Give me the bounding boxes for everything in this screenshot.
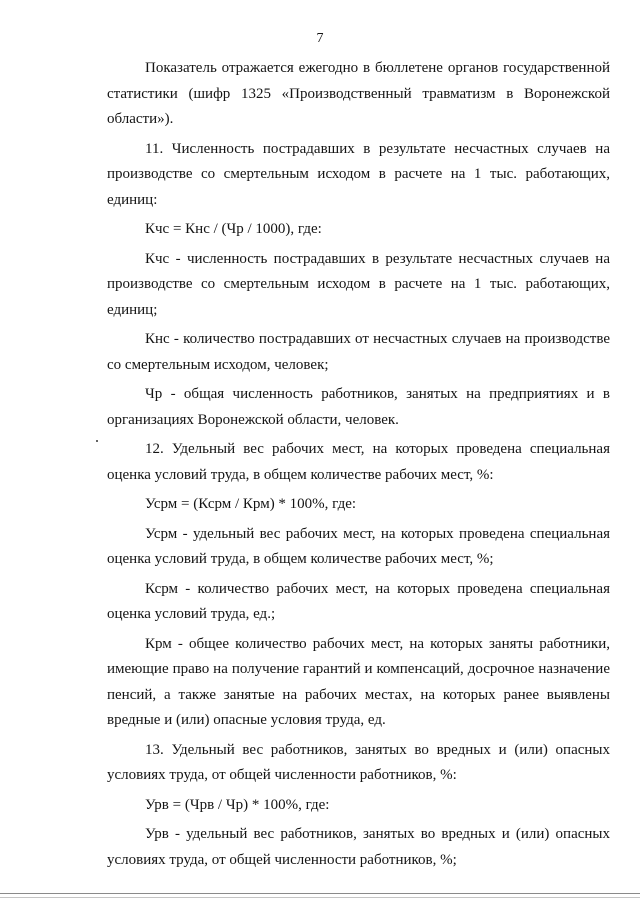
formula-line: Усрм = (Ксрм / Крм) * 100%, где: bbox=[145, 496, 357, 512]
paragraph: Кчс - численность пострадавших в результате несчастных случаев на производстве со смертельным исходом в расчете на 1 тыс. работающих, единиц; bbox=[107, 250, 610, 318]
paragraph: Чр - общая численность работников, занятых на предприятиях и в организациях Воронежской области, человек. bbox=[107, 386, 610, 428]
paragraph: 13. Удельный вес работников, занятых во вредных и (или) опасных условиях труда, от общей численности работников, %: bbox=[107, 741, 610, 783]
page-edge-line bbox=[0, 893, 640, 894]
page-edge-line bbox=[0, 897, 640, 898]
paragraph: Крм - общее количество рабочих мест, на которых заняты работники, имеющие право на получение гарантий и компенсаций, досрочное назначение пенсий, а также занятые на рабочих местах, на которых ранее выявлены вредные и (или) опасные условия труда, ед. bbox=[107, 635, 610, 728]
formula-line: Кчс = Кнс / (Чр / 1000), где: bbox=[145, 221, 322, 237]
paragraph: 11. Численность пострадавших в результате несчастных случаев на производстве со смертельным исходом в расчете на 1 тыс. работающих, единиц: bbox=[107, 140, 610, 208]
paragraph: Урв - удельный вес работников, занятых во вредных и (или) опасных условиях труда, от общей численности работников, %; bbox=[107, 826, 610, 868]
scan-speck bbox=[96, 440, 98, 442]
page-number: 7 bbox=[316, 31, 324, 46]
paragraph: Усрм - удельный вес рабочих мест, на которых проведена специальная оценка условий труда, в общем количестве рабочих мест, %; bbox=[107, 525, 610, 567]
paragraph: Ксрм - количество рабочих мест, на которых проведена специальная оценка условий труда, ед.; bbox=[107, 580, 610, 622]
paragraph: Кнс - количество пострадавших от несчастных случаев на производстве со смертельным исходом, человек; bbox=[107, 331, 610, 373]
paragraph: 12. Удельный вес рабочих мест, на которых проведена специальная оценка условий труда, в общем количестве рабочих мест, %: bbox=[107, 441, 610, 483]
document-body bbox=[107, 56, 610, 873]
formula-line: Урв = (Чрв / Чр) * 100%, где: bbox=[145, 796, 330, 813]
paragraph: Показатель отражается ежегодно в бюллетене органов государственной статистики (шифр 1325 «Производственный травматизм в Воронежской области»). bbox=[107, 60, 610, 127]
